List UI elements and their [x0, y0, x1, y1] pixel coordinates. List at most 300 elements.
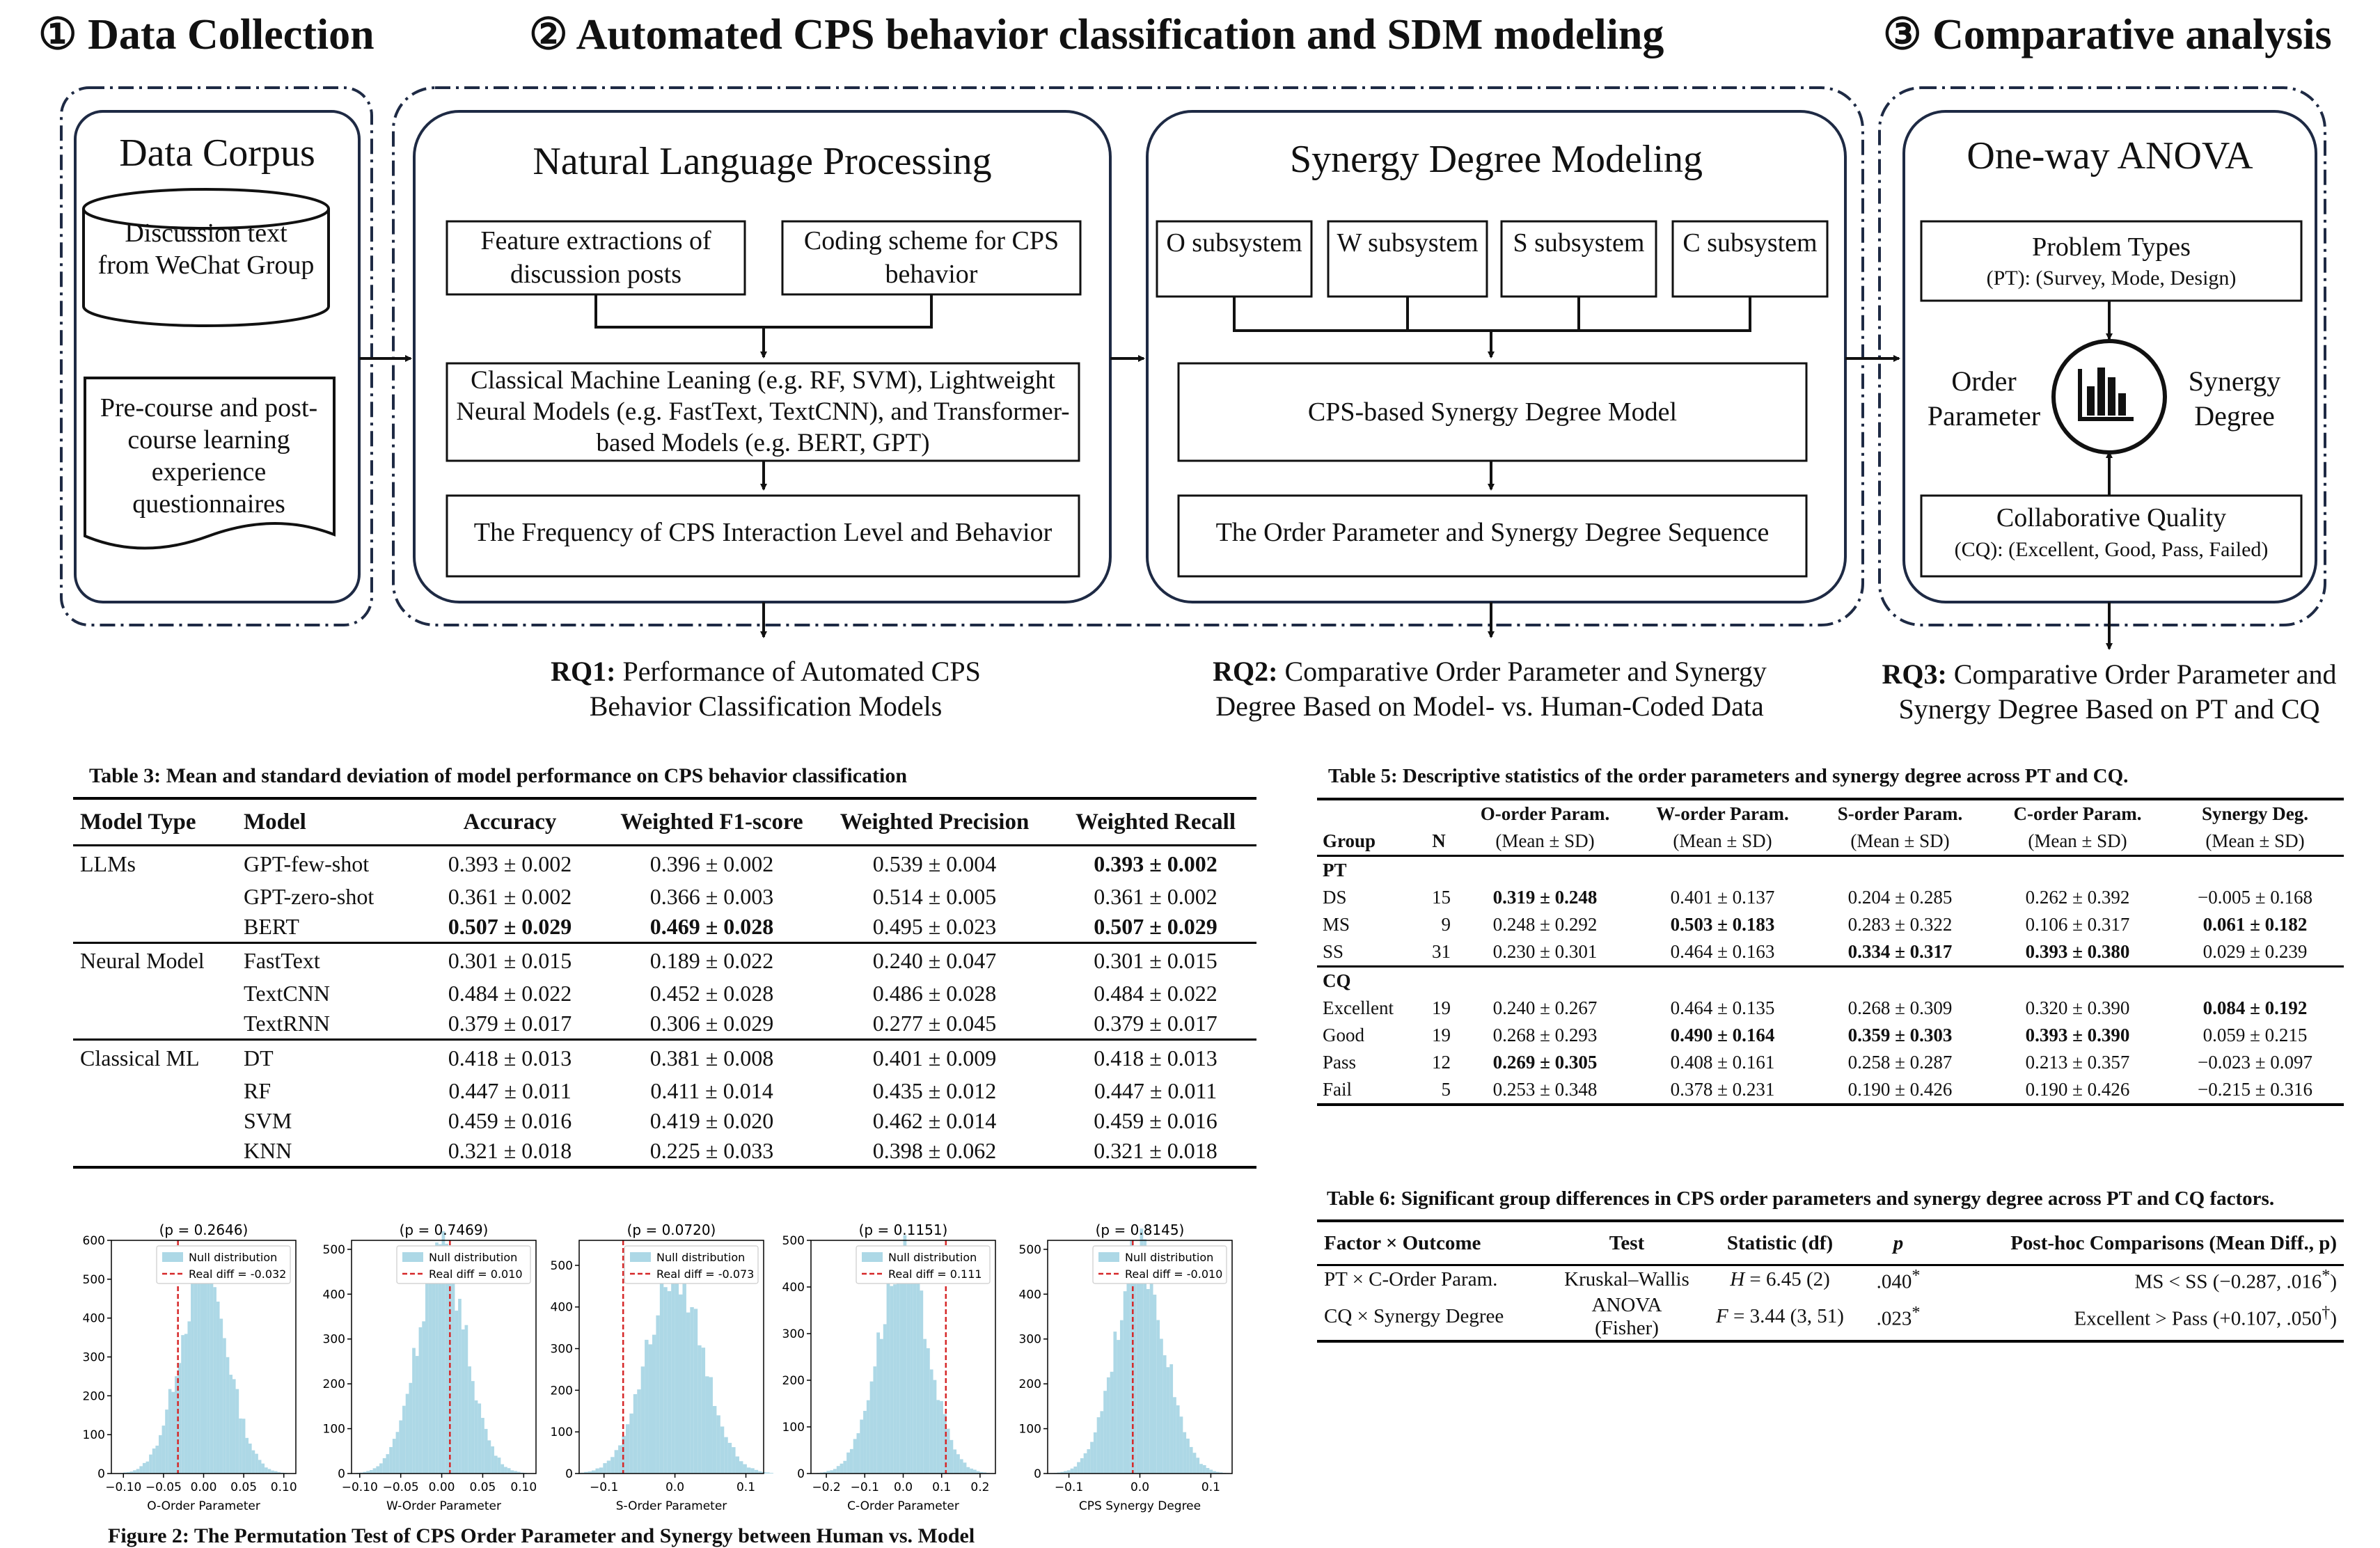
table-cell-stat: 0.393 ± 0.390	[2025, 1025, 2130, 1045]
histogram-bar	[709, 1377, 713, 1474]
y-tick-label: 500	[322, 1242, 345, 1257]
p-mark: *	[1912, 1266, 1921, 1285]
histogram-bar	[615, 1450, 618, 1474]
histogram-bar	[197, 1281, 200, 1474]
table-cell-metric: 0.381 ± 0.008	[649, 1045, 774, 1071]
y-tick-label: 400	[782, 1281, 805, 1295]
histogram-bar	[833, 1469, 837, 1474]
histogram-bar	[641, 1366, 645, 1474]
table-row	[73, 1106, 1256, 1136]
histogram-bar	[162, 1425, 166, 1474]
table-cell-stat: 0.029 ± 0.239	[2202, 941, 2308, 962]
histogram-bar	[412, 1348, 416, 1474]
table3	[73, 797, 1256, 1169]
x-tick-label: −0.10	[341, 1480, 378, 1494]
t6-header-test: Test	[1609, 1231, 1645, 1254]
histogram-bar	[233, 1379, 236, 1474]
y-tick-label: 200	[82, 1389, 105, 1404]
histogram-bar	[213, 1287, 216, 1474]
table-row	[1317, 911, 2344, 938]
rq1-text: Performance of Automated CPS Behavior Classification Models	[589, 656, 981, 722]
table-row	[1317, 1076, 2344, 1105]
table-cell-group: Pass	[1323, 1052, 1357, 1073]
table-cell-metric: 0.361 ± 0.002	[448, 883, 572, 909]
histogram-bar	[406, 1394, 409, 1474]
table-cell-stat: 0.319 ± 0.248	[1492, 887, 1598, 908]
sdm-title: Synergy Degree Modeling	[1289, 138, 1703, 181]
x-tick-label: −0.1	[850, 1480, 879, 1494]
posthoc-end: )	[2330, 1307, 2337, 1330]
histogram-bar	[890, 1286, 893, 1474]
histogram-bar	[920, 1290, 923, 1474]
histogram-xlabel: O-Order Parameter	[147, 1499, 260, 1513]
table-cell-test: Kruskal–Wallis	[1564, 1268, 1689, 1291]
histogram-bar	[1180, 1416, 1183, 1474]
histogram-bar	[690, 1307, 693, 1474]
histogram-bar	[1103, 1391, 1107, 1474]
histogram-bar	[843, 1461, 846, 1474]
histogram-bar	[880, 1339, 883, 1474]
table-cell-model: KNN	[244, 1137, 292, 1163]
histogram-bar	[376, 1467, 379, 1474]
synergy-degree-label: Synergy Degree	[2188, 365, 2281, 432]
histogram-bar	[633, 1394, 637, 1474]
histogram-bar	[432, 1258, 435, 1474]
histogram-bar	[769, 1473, 773, 1474]
histogram-xlabel: C-Order Parameter	[847, 1499, 959, 1513]
t3-header-accuracy: Accuracy	[463, 809, 557, 835]
table-cell-model-type	[73, 1009, 237, 1040]
table-cell-empty	[1456, 967, 1634, 995]
table-cell-metric: 0.225 ± 0.033	[649, 1137, 774, 1163]
stat-symbol: F	[1716, 1305, 1728, 1328]
table-cell-model-type	[73, 979, 237, 1009]
feature-extraction-label: Feature extractions of discussion posts	[480, 226, 711, 289]
histogram-bar	[857, 1433, 860, 1474]
x-tick-label: −0.2	[812, 1480, 841, 1494]
table-cell-metric: 0.321 ± 0.018	[448, 1137, 572, 1163]
table-cell-metric: 0.301 ± 0.015	[1094, 948, 1217, 974]
rq1-label: RQ1:	[551, 656, 616, 687]
table-cell-metric: 0.495 ± 0.023	[872, 913, 997, 939]
table-cell-p	[1860, 1265, 1937, 1294]
histogram-bar	[1094, 1432, 1097, 1474]
table-cell-stat: 0.334 ± 0.317	[1847, 941, 1953, 962]
histogram-bar	[1163, 1355, 1167, 1474]
histogram-bar	[917, 1275, 920, 1474]
histogram-bar	[373, 1468, 377, 1474]
table-cell-stat: 0.213 ± 0.357	[2025, 1052, 2130, 1073]
x-tick-label: 0.1	[932, 1480, 952, 1494]
table-cell-stat: 0.204 ± 0.285	[1847, 887, 1953, 908]
histogram-bar	[698, 1345, 701, 1474]
histogram-bar	[702, 1348, 705, 1474]
histogram-bar	[181, 1335, 184, 1474]
table-row	[1317, 1265, 2344, 1294]
table-cell-stat: 0.464 ± 0.135	[1670, 997, 1775, 1018]
problem-types-title: Problem Types	[2032, 232, 2191, 262]
histogram-bar	[1186, 1439, 1190, 1474]
data-corpus-title: Data Corpus	[119, 132, 315, 175]
y-tick-label: 300	[82, 1350, 105, 1365]
histogram-bar	[220, 1319, 223, 1474]
histogram-bar	[216, 1302, 220, 1474]
histogram-bar	[637, 1389, 640, 1474]
x-tick-label: −0.05	[382, 1480, 419, 1494]
table-cell-metric: 0.393 ± 0.002	[448, 851, 572, 876]
x-tick-label: 0.1	[1201, 1480, 1220, 1494]
table-cell-metric: 0.459 ± 0.016	[448, 1107, 572, 1133]
table-cell-posthoc	[1937, 1294, 2344, 1341]
posthoc-text: Excellent > Pass (+0.107, .050	[2074, 1307, 2322, 1330]
table-cell-metric: 0.419 ± 0.020	[649, 1107, 774, 1133]
y-tick-label: 400	[1018, 1288, 1041, 1302]
synergy-model-label: CPS-based Synergy Degree Model	[1307, 397, 1678, 427]
legend-swatch-null	[862, 1252, 883, 1262]
histogram-xlabel: CPS Synergy Degree	[1078, 1499, 1201, 1513]
rq3-label: RQ3:	[1882, 658, 1947, 690]
histogram-bar	[1080, 1458, 1084, 1474]
histogram-bar	[149, 1455, 152, 1474]
histogram-bar	[379, 1463, 383, 1474]
table-cell-stat: 0.268 ± 0.293	[1492, 1025, 1598, 1045]
t5-h1-group	[1317, 799, 1421, 828]
histogram-bar	[663, 1287, 667, 1474]
y-tick-label: 100	[322, 1422, 345, 1437]
histogram-bar	[963, 1462, 967, 1474]
x-tick-label: 0.00	[190, 1480, 217, 1494]
table-cell-group: Fail	[1323, 1079, 1353, 1100]
table-cell-model-type: LLMs	[80, 851, 136, 876]
coding-scheme-label: Coding scheme for CPS behavior	[803, 226, 1059, 289]
histogram-bar	[599, 1467, 603, 1474]
table5-caption: Table 5: Descriptive statistics of the order parameters and synergy degree across PT and CQ.	[1328, 765, 2129, 787]
cylinder-label: Discussion text from WeChat Group	[97, 219, 315, 280]
histogram-bar	[429, 1281, 432, 1474]
histogram-bar	[191, 1274, 194, 1474]
x-tick-label: 0.00	[428, 1480, 455, 1494]
histogram-bar	[607, 1460, 610, 1474]
table-cell-empty	[1634, 856, 1811, 885]
histogram-bar	[1206, 1468, 1210, 1474]
figure2	[73, 1217, 1256, 1523]
table-cell-metric: 0.418 ± 0.013	[1094, 1045, 1217, 1071]
histogram-bar	[465, 1325, 468, 1474]
table-cell-model: RF	[244, 1077, 271, 1103]
table-cell-metric: 0.321 ± 0.018	[1094, 1137, 1217, 1163]
histogram-bar	[873, 1366, 876, 1474]
y-tick-label: 500	[82, 1272, 105, 1287]
table-cell-stat: 0.059 ± 0.215	[2202, 1025, 2308, 1045]
y-tick-label: 0	[97, 1467, 105, 1481]
table-cell-metric: 0.435 ± 0.012	[872, 1077, 997, 1103]
table-cell-metric: 0.462 ± 0.014	[872, 1107, 997, 1133]
histogram-bar	[419, 1327, 423, 1474]
histogram-bar	[184, 1334, 188, 1474]
histogram-bar	[850, 1449, 853, 1474]
histogram-bar	[159, 1435, 162, 1474]
histogram-bar	[675, 1252, 679, 1474]
histogram-bar	[143, 1463, 146, 1474]
histogram-bar	[187, 1321, 191, 1474]
legend-null-label: Null distribution	[1125, 1251, 1214, 1264]
table-row	[73, 912, 1256, 943]
table-cell-model-type	[73, 882, 237, 912]
histogram-bar	[393, 1439, 396, 1474]
table-cell-empty	[1811, 967, 1989, 995]
problem-types-sub: (PT): (Survey, Mode, Design)	[1986, 267, 2237, 290]
t6-header-factor: Factor × Outcome	[1324, 1231, 1481, 1254]
table-cell-stat: 0.269 ± 0.305	[1492, 1052, 1598, 1073]
t5-h2-s: (Mean ± SD)	[1850, 830, 1950, 851]
histogram-bar	[255, 1454, 258, 1474]
histogram-xlabel: W-Order Parameter	[386, 1499, 501, 1513]
histogram-title: (p = 0.0720)	[626, 1222, 716, 1238]
legend-swatch-null	[162, 1252, 183, 1262]
histogram-bar	[900, 1259, 904, 1474]
table-cell-stat: 0.378 ± 0.231	[1670, 1079, 1775, 1100]
histogram-bar	[870, 1382, 874, 1474]
histogram-bar	[927, 1348, 930, 1474]
table-row	[73, 1040, 1256, 1076]
histogram-bar	[853, 1439, 857, 1474]
histogram-bar	[223, 1338, 226, 1474]
table-cell-metric: 0.469 ± 0.028	[649, 913, 774, 939]
table-cell-metric: 0.418 ± 0.013	[448, 1045, 572, 1071]
histogram-bar	[245, 1438, 249, 1474]
histogram-bar	[603, 1463, 606, 1474]
y-tick-label: 400	[550, 1300, 573, 1315]
posthoc-mark: *	[2322, 1266, 2331, 1285]
t5-h2-o: (Mean ± SD)	[1495, 830, 1595, 851]
table-cell-metric: 0.401 ± 0.009	[872, 1045, 997, 1071]
table-cell-metric: 0.507 ± 0.029	[1094, 913, 1217, 939]
legend-real-label: Real diff = 0.111	[888, 1267, 982, 1281]
histogram-bar	[146, 1462, 150, 1474]
histogram-bar	[1176, 1405, 1180, 1474]
histogram-bar	[1169, 1364, 1173, 1474]
table-cell-metric: 0.459 ± 0.016	[1094, 1107, 1217, 1133]
table-cell-n: 15	[1432, 887, 1451, 908]
table-cell-stat: 0.061 ± 0.182	[2202, 914, 2308, 935]
x-tick-label: 0.0	[893, 1480, 913, 1494]
histogram-bar	[720, 1426, 724, 1474]
table-cell-metric: 0.447 ± 0.011	[448, 1077, 572, 1103]
table-cell-stat: 0.248 ± 0.292	[1492, 914, 1598, 935]
histogram-bar	[1167, 1367, 1170, 1474]
t5-h2-syn: (Mean ± SD)	[2205, 830, 2305, 851]
bar-chart-icon	[2054, 341, 2165, 452]
table-row	[1317, 1294, 2344, 1341]
histogram-title: (p = 0.8145)	[1095, 1222, 1185, 1238]
table-cell-metric: 0.484 ± 0.022	[1094, 981, 1217, 1006]
table-cell-n: 19	[1432, 1025, 1451, 1045]
rq3	[1852, 657, 2367, 727]
histogram-bar	[1097, 1417, 1101, 1474]
histogram-bar	[1073, 1467, 1077, 1474]
table-cell-metric: 0.411 ± 0.014	[650, 1077, 773, 1103]
histogram-bar	[629, 1414, 633, 1474]
t3-header-precision: Weighted Precision	[840, 809, 1030, 835]
legend-real-label: Real diff = 0.010	[429, 1267, 523, 1281]
x-tick-label: 0.10	[510, 1480, 537, 1494]
histogram-bar	[766, 1472, 769, 1474]
x-tick-label: −0.1	[590, 1480, 619, 1494]
histogram-bar	[468, 1366, 471, 1474]
table-cell-empty	[2166, 856, 2344, 885]
histogram-bar	[258, 1460, 262, 1474]
t3-header-model: Model	[244, 809, 306, 835]
table-cell-model: FastText	[244, 948, 320, 974]
rq2-text: Comparative Order Parameter and Synergy Degree Based on Model- vs. Human-Coded Data	[1215, 656, 1767, 722]
histogram-bar	[1110, 1372, 1114, 1474]
table-cell-stat: 0.408 ± 0.161	[1670, 1052, 1775, 1073]
histogram-bar	[1196, 1458, 1199, 1474]
x-tick-label: 0.0	[665, 1480, 685, 1494]
table-cell-metric: 0.396 ± 0.002	[649, 851, 774, 876]
histogram-bar	[913, 1267, 917, 1474]
table-cell-stat: 0.253 ± 0.348	[1492, 1079, 1598, 1100]
table-cell-stat: 0.359 ± 0.303	[1847, 1025, 1953, 1045]
histogram-bar	[1203, 1465, 1206, 1474]
y-tick-label: 500	[782, 1234, 805, 1248]
histogram-bar	[724, 1437, 727, 1474]
legend-null-label: Null distribution	[888, 1251, 977, 1264]
t6-header-stat: Statistic (df)	[1726, 1231, 1834, 1254]
stat-value: = 3.44 (3, 51)	[1728, 1305, 1844, 1328]
table-cell-metric: 0.361 ± 0.002	[1094, 883, 1217, 909]
table3-caption: Table 3: Mean and standard deviation of model performance on CPS behavior classification	[89, 764, 908, 787]
table-row	[1317, 995, 2344, 1022]
posthoc-mark: †	[2322, 1302, 2331, 1322]
table-cell-stat: 0.268 ± 0.309	[1847, 997, 1953, 1018]
table-cell-metric: 0.301 ± 0.015	[448, 948, 572, 974]
table-cell-n: 12	[1432, 1052, 1451, 1073]
histogram-bar	[249, 1444, 252, 1474]
w-subsystem-label: W subsystem	[1337, 228, 1479, 258]
histogram-bar	[1133, 1282, 1137, 1474]
t3-header-recall: Weighted Recall	[1075, 809, 1236, 835]
histogram-bar	[940, 1401, 943, 1474]
y-tick-label: 200	[782, 1374, 805, 1388]
x-tick-label: 0.05	[230, 1480, 258, 1494]
t3-header-f1: Weighted F1-score	[620, 809, 803, 835]
histogram-bar	[416, 1356, 419, 1474]
table-cell-stat: 0.190 ± 0.426	[1847, 1079, 1953, 1100]
table-row	[73, 1136, 1256, 1167]
y-tick-label: 300	[782, 1327, 805, 1341]
histogram-bar	[966, 1467, 970, 1474]
histogram-bar	[475, 1400, 478, 1474]
table-cell-metric: 0.393 ± 0.002	[1094, 851, 1217, 876]
histogram-bar	[750, 1468, 754, 1474]
table-cell-metric: 0.379 ± 0.017	[448, 1011, 572, 1036]
histogram-bar	[887, 1278, 890, 1474]
histogram-bar	[458, 1299, 462, 1474]
histogram-bar	[728, 1443, 732, 1474]
table-cell-stat: 0.262 ± 0.392	[2025, 887, 2130, 908]
y-tick-label: 500	[550, 1258, 573, 1273]
t5-h2-group: Group	[1323, 830, 1376, 851]
ml-models-label: Classical Machine Leaning (e.g. RF, SVM), Lightweight Neural Models (e.g. FastText, TextCNN), and Transformer-based Models (e.g. BERT, GPT)	[456, 366, 1070, 457]
histogram-bar	[229, 1375, 233, 1474]
y-tick-label: 0	[1034, 1467, 1041, 1481]
table-cell-stat: 0.190 ± 0.426	[2025, 1079, 2130, 1100]
posthoc-end: )	[2330, 1270, 2337, 1293]
table-section-row	[1317, 967, 2344, 995]
t6-header-p: p	[1893, 1231, 1904, 1254]
table-row	[73, 979, 1256, 1009]
histogram-bar	[194, 1265, 198, 1474]
y-tick-label: 300	[550, 1342, 573, 1357]
table-cell-stat: 0.258 ± 0.287	[1847, 1052, 1953, 1073]
table-cell-group: Good	[1323, 1025, 1364, 1045]
x-tick-label: 0.2	[970, 1480, 990, 1494]
x-tick-label: −0.10	[105, 1480, 142, 1494]
table-cell-statistic	[1700, 1294, 1860, 1341]
histogram-bar	[1190, 1447, 1193, 1474]
histogram-bar	[626, 1424, 629, 1474]
t6-header-posthoc: Post-hoc Comparisons (Mean Diff., p)	[2010, 1231, 2337, 1254]
histogram-bar	[883, 1324, 887, 1474]
table-cell-group: DS	[1323, 887, 1347, 908]
histogram-bar	[652, 1335, 656, 1474]
histogram-bar	[396, 1432, 400, 1474]
table-cell-stat: 0.283 ± 0.322	[1847, 914, 1953, 935]
histogram-bar	[686, 1313, 690, 1474]
histogram-bar	[507, 1468, 511, 1474]
histogram-bar	[399, 1421, 402, 1474]
table-cell-n: 31	[1432, 941, 1451, 962]
histogram-bar	[960, 1459, 963, 1474]
table-cell-model-type	[73, 1106, 237, 1136]
histogram-bar	[386, 1454, 389, 1474]
table-cell-metric: 0.398 ± 0.062	[872, 1137, 997, 1163]
histogram-bar	[732, 1447, 735, 1474]
histogram-bar	[1126, 1258, 1130, 1474]
histogram-bar	[947, 1429, 950, 1474]
posthoc-text: MS < SS (−0.287, .016	[2134, 1270, 2322, 1293]
histogram-bar	[739, 1461, 743, 1474]
table-row	[73, 942, 1256, 979]
table-cell-model: DT	[244, 1045, 274, 1071]
table-cell-empty	[1421, 856, 1456, 885]
table-row	[73, 846, 1256, 882]
table-row	[1317, 1022, 2344, 1049]
legend-null-label: Null distribution	[189, 1251, 278, 1264]
table-cell-empty	[2166, 967, 2344, 995]
table-cell-empty	[1421, 967, 1456, 995]
table6	[1317, 1219, 2344, 1343]
table-cell-factor: PT × C-Order Param.	[1324, 1268, 1498, 1291]
histogram-bar	[1120, 1320, 1124, 1474]
histogram-bar	[863, 1411, 867, 1474]
histogram-bar	[491, 1446, 494, 1474]
section-title-automated-classification: ② Automated CPS behavior classification and SDM modeling	[529, 11, 1664, 58]
histogram-bar	[471, 1381, 475, 1474]
legend-null-label: Null distribution	[656, 1251, 746, 1264]
t5-h1-c: C-order Param.	[2013, 803, 2142, 824]
histogram-bar	[226, 1357, 230, 1474]
t3-header-model-type: Model Type	[80, 809, 196, 835]
x-tick-label: −0.05	[145, 1480, 182, 1494]
histogram-bar	[210, 1282, 214, 1474]
histogram-bar	[671, 1270, 675, 1474]
histogram-title: (p = 0.2646)	[159, 1222, 249, 1238]
permutation-histograms	[73, 1217, 1256, 1523]
table-cell-stat: 0.401 ± 0.137	[1670, 887, 1775, 908]
histogram-bar	[867, 1400, 870, 1474]
